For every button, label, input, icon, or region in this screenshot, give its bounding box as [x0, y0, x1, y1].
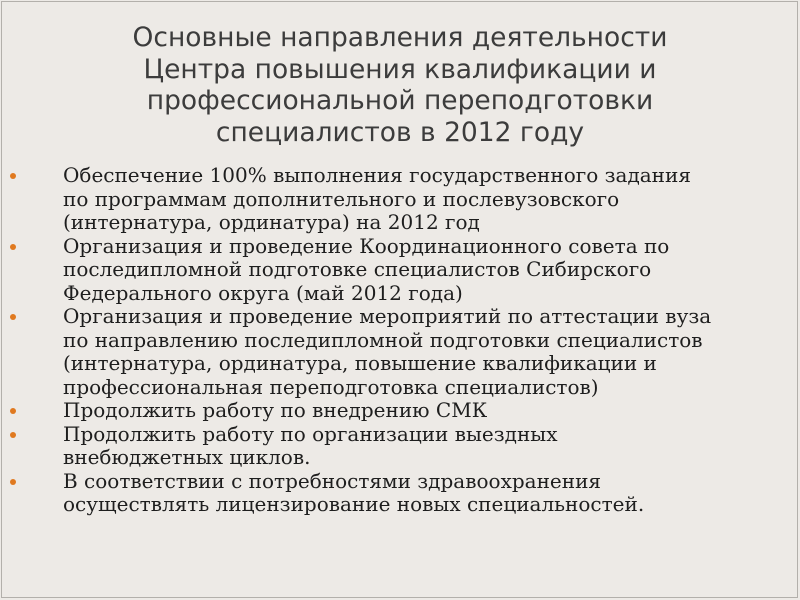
title-line: Центра повышения квалификации и	[143, 53, 657, 85]
title-line: специалистов в 2012 году	[215, 116, 585, 148]
bullet-item	[0, 399, 800, 423]
title-line: профессиональной переподготовки	[146, 85, 654, 116]
bullet-line: (интернатура, ординатура, повышение квалификации и	[63, 351, 657, 375]
bullet-dot-icon	[10, 479, 16, 485]
title-line: Основные направления деятельности	[132, 22, 668, 53]
bullet-line: по программам дополнительного и послевузовского	[63, 186, 620, 211]
bullet-item	[0, 423, 800, 470]
bullet-dot-icon	[10, 408, 16, 414]
bullet-line: Организация и проведение мероприятий по аттестации вуза	[63, 304, 712, 328]
bullet-dot-icon	[10, 314, 16, 320]
bullet-item	[0, 164, 800, 235]
bullet-line: В соответствии с потребностями здравоохранения	[63, 468, 602, 493]
bullet-line: профессиональная переподготовка специалистов)	[63, 374, 599, 399]
bullet-line: по направлению последипломной подготовки специалистов	[63, 327, 703, 352]
slide-title	[60, 22, 740, 148]
bullet-dot-icon	[10, 173, 16, 179]
bullet-line: (интернатура, ординатура) на 2012 год	[63, 210, 480, 234]
bullet-dot-icon	[10, 244, 16, 250]
bullet-line: Организация и проведение Координационного совета по	[63, 233, 670, 258]
bullet-item	[0, 305, 800, 399]
bullet-item	[0, 235, 800, 306]
bullet-line: последипломной подготовке специалистов Сибирского	[63, 257, 652, 281]
bullet-list	[0, 164, 800, 517]
bullet-line: Продолжить работу по внедрению СМК	[63, 398, 488, 422]
bullet-line: осуществлять лицензирование новых специальностей.	[63, 492, 645, 516]
bullet-line: внебюджетных циклов.	[63, 445, 311, 469]
bullet-line: Федерального округа (май 2012 года)	[63, 280, 463, 305]
bullet-item	[0, 470, 800, 517]
bullet-line: Продолжить работу по организации выездных	[63, 421, 558, 446]
bullet-dot-icon	[10, 432, 16, 438]
bullet-line: Обеспечение 100% выполнения государственного задания	[63, 163, 691, 187]
